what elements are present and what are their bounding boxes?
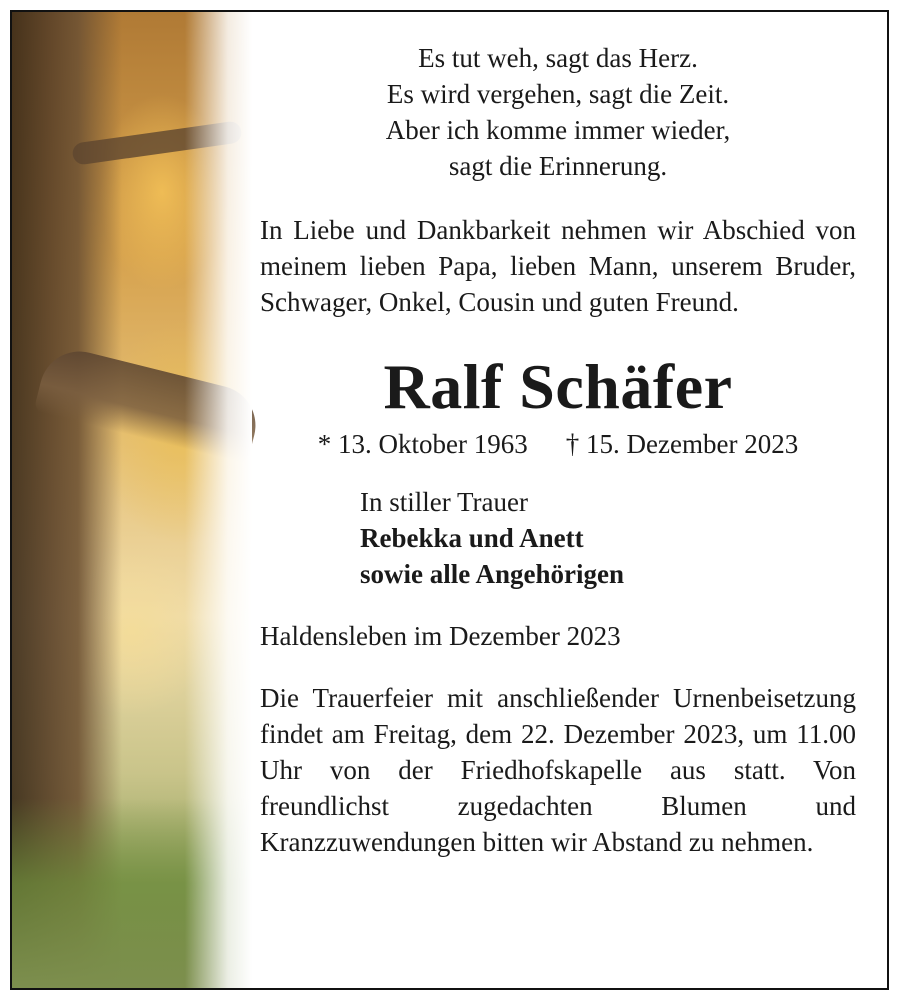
death-date: † 15. Dezember 2023 xyxy=(565,429,799,459)
poem-line: Es tut weh, sagt das Herz. xyxy=(418,43,698,73)
poem xyxy=(260,40,856,184)
intro-paragraph: In Liebe und Dankbarkeit nehmen wir Abschied von meinem lieben Papa, lieben Mann, unserem Bruder, Schwager, Onkel, Cousin und guten Freund. xyxy=(260,215,856,317)
photo-fade xyxy=(12,12,252,988)
poem-line: Es wird vergehen, sagt die Zeit. xyxy=(386,79,730,109)
mourners-names: Rebekka und Anett xyxy=(360,523,584,553)
mourners-heading: In stiller Trauer xyxy=(360,487,528,517)
poem-line: sagt die Erinnerung. xyxy=(448,151,668,181)
birth-date: * 13. Oktober 1963 xyxy=(317,429,528,459)
deceased-name: Ralf Schäfer xyxy=(383,351,733,422)
obituary-frame xyxy=(10,10,889,990)
poem-line: Aber ich komme immer wieder, xyxy=(385,115,731,145)
funeral-notice: Die Trauerfeier mit anschließender Urnenbeisetzung findet am Freitag, dem 22. Dezember 2023, um 11.00 Uhr von der Friedhofskapelle aus statt. Von freundlichst zugedachten Blumen und Kranzzuwendungen bitten wir Abstand zu nehmen. xyxy=(260,683,856,857)
life-dates xyxy=(260,426,856,462)
obituary-text xyxy=(260,40,856,860)
place-date: Haldensleben im Dezember 2023 xyxy=(260,621,621,651)
mourners xyxy=(260,484,856,592)
mourners-others: sowie alle Angehörigen xyxy=(360,559,624,589)
autumn-tree-photo xyxy=(12,12,252,988)
